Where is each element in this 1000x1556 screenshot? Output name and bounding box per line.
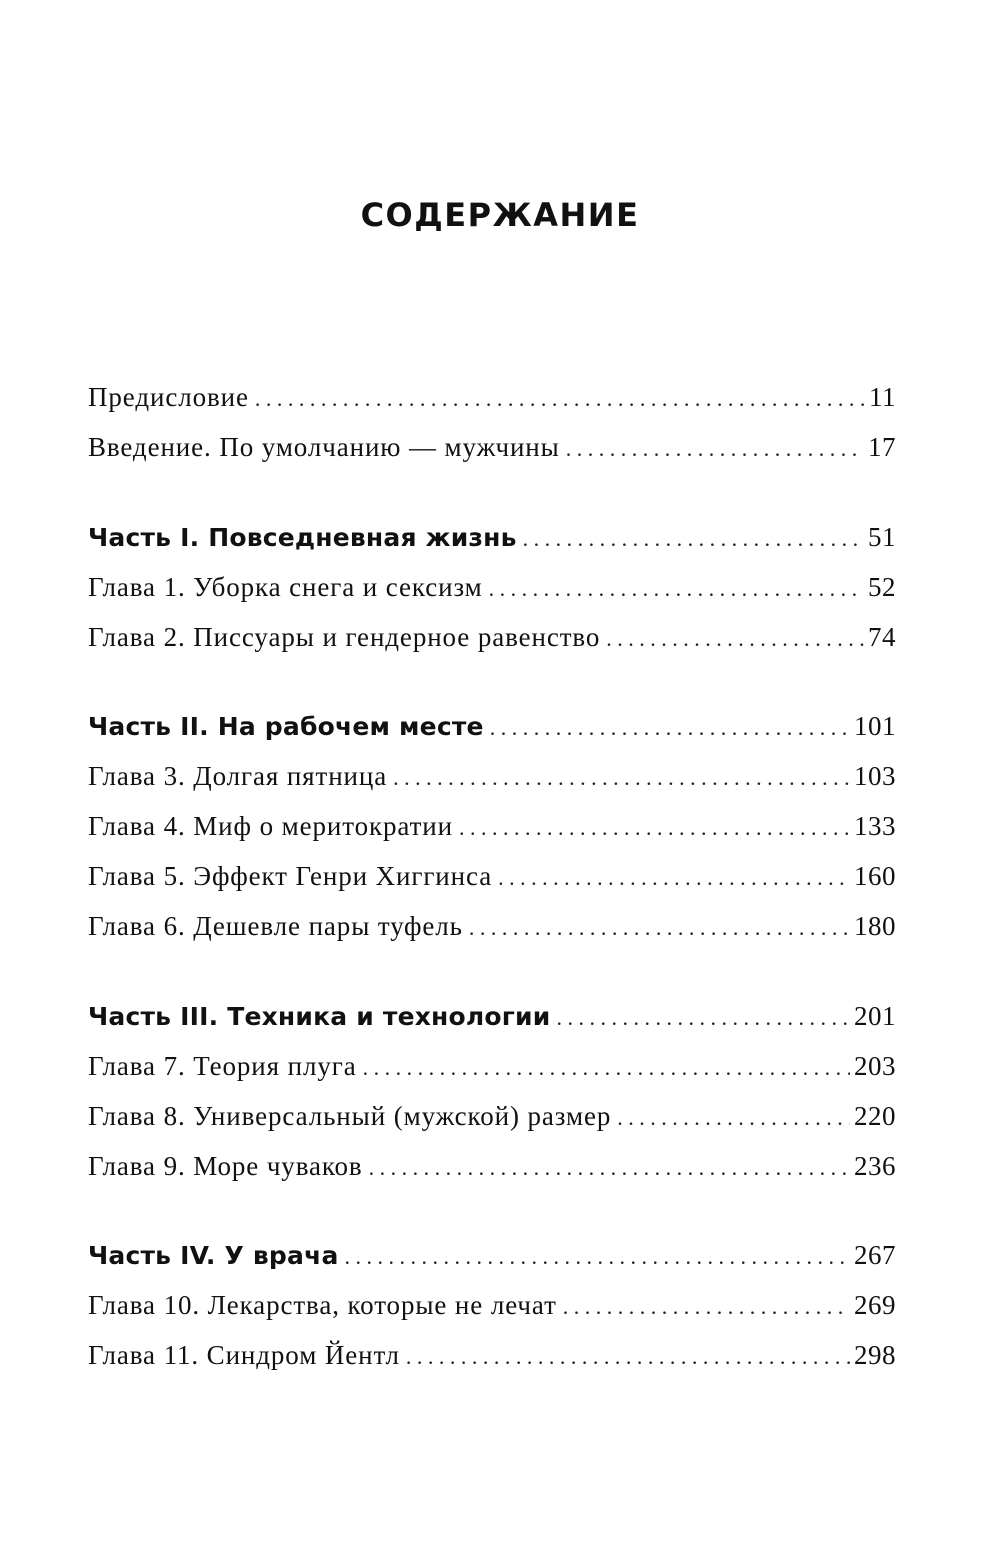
dot-leader — [498, 865, 850, 891]
dot-leader — [523, 526, 864, 552]
toc-entry-label: Глава 9. Море чуваков — [88, 1151, 363, 1181]
dot-leader — [563, 1294, 850, 1320]
dot-leader — [617, 1105, 850, 1131]
toc-page-number: 52 — [868, 572, 896, 602]
toc-page-number: 17 — [868, 432, 896, 462]
toc-page-number: 203 — [854, 1051, 896, 1081]
toc-part-4[interactable] — [88, 1240, 896, 1280]
toc-page-number: 101 — [854, 711, 896, 741]
toc-entry-label: Глава 1. Уборка снега и сексизм — [88, 572, 483, 602]
toc-chapter-8[interactable] — [88, 1101, 896, 1141]
toc-entry-preface[interactable] — [88, 382, 896, 422]
toc-page-number: 160 — [854, 861, 896, 891]
dot-leader — [369, 1155, 850, 1181]
toc-page-number: 11 — [869, 382, 896, 412]
toc-page-number: 201 — [854, 1001, 896, 1031]
toc-page-number: 298 — [854, 1340, 896, 1370]
dot-leader — [406, 1344, 850, 1370]
dot-leader — [255, 386, 865, 412]
dot-leader — [393, 765, 850, 791]
toc-chapter-1[interactable] — [88, 572, 896, 612]
dot-leader — [363, 1055, 850, 1081]
toc-part-label: Часть III. Техника и технологии — [88, 1002, 551, 1031]
toc-page-number: 180 — [854, 911, 896, 941]
toc-page-number: 51 — [868, 522, 896, 552]
toc-entry-label: Глава 11. Синдром Йентл — [88, 1340, 400, 1370]
toc-page-number: 133 — [854, 811, 896, 841]
toc-part-label: Часть II. На рабочем месте — [88, 712, 484, 741]
toc-entry-introduction[interactable] — [88, 432, 896, 472]
toc-entry-label: Глава 2. Писсуары и гендерное равенство — [88, 622, 601, 652]
page-title: СОДЕРЖАНИЕ — [360, 196, 640, 234]
toc-chapter-2[interactable] — [88, 622, 896, 662]
toc-page-number: 103 — [854, 761, 896, 791]
toc-entry-label: Глава 7. Теория плуга — [88, 1051, 357, 1081]
toc-page-number: 267 — [854, 1240, 896, 1270]
toc-chapter-7[interactable] — [88, 1051, 896, 1091]
toc-chapter-11[interactable] — [88, 1340, 896, 1380]
toc-chapter-3[interactable] — [88, 761, 896, 801]
toc-page-number: 269 — [854, 1290, 896, 1320]
toc-part-1[interactable] — [88, 522, 896, 562]
toc-entry-label: Глава 10. Лекарства, которые не лечат — [88, 1290, 557, 1320]
toc-chapter-10[interactable] — [88, 1290, 896, 1330]
dot-leader — [566, 436, 864, 462]
dot-leader — [490, 715, 850, 741]
toc-chapter-9[interactable] — [88, 1151, 896, 1191]
toc-page-number: 220 — [854, 1101, 896, 1131]
toc-entry-label: Глава 8. Универсальный (мужской) размер — [88, 1101, 612, 1131]
toc-entry-label: Введение. По умолчанию — мужчины — [88, 432, 560, 462]
dot-leader — [469, 915, 850, 941]
dot-leader — [557, 1005, 851, 1031]
toc-part-label: Часть I. Повседневная жизнь — [88, 523, 517, 552]
table-of-contents — [88, 0, 896, 1556]
toc-chapter-6[interactable] — [88, 911, 896, 951]
toc-entry-label: Глава 3. Долгая пятница — [88, 761, 388, 791]
dot-leader — [606, 626, 864, 652]
toc-chapter-5[interactable] — [88, 861, 896, 901]
toc-chapter-4[interactable] — [88, 811, 896, 851]
toc-part-label: Часть IV. У врача — [88, 1241, 339, 1270]
toc-entry-label: Глава 5. Эффект Генри Хиггинса — [88, 861, 493, 891]
dot-leader — [489, 576, 864, 602]
toc-page-number: 236 — [854, 1151, 896, 1181]
toc-page-number: 74 — [868, 622, 896, 652]
toc-part-3[interactable] — [88, 1001, 896, 1041]
toc-entry-label: Глава 6. Дешевле пары туфель — [88, 911, 463, 941]
toc-entry-label: Глава 4. Миф о меритократии — [88, 811, 453, 841]
dot-leader — [345, 1244, 850, 1270]
dot-leader — [459, 815, 850, 841]
toc-part-2[interactable] — [88, 711, 896, 751]
toc-entry-label: Предисловие — [88, 382, 249, 412]
